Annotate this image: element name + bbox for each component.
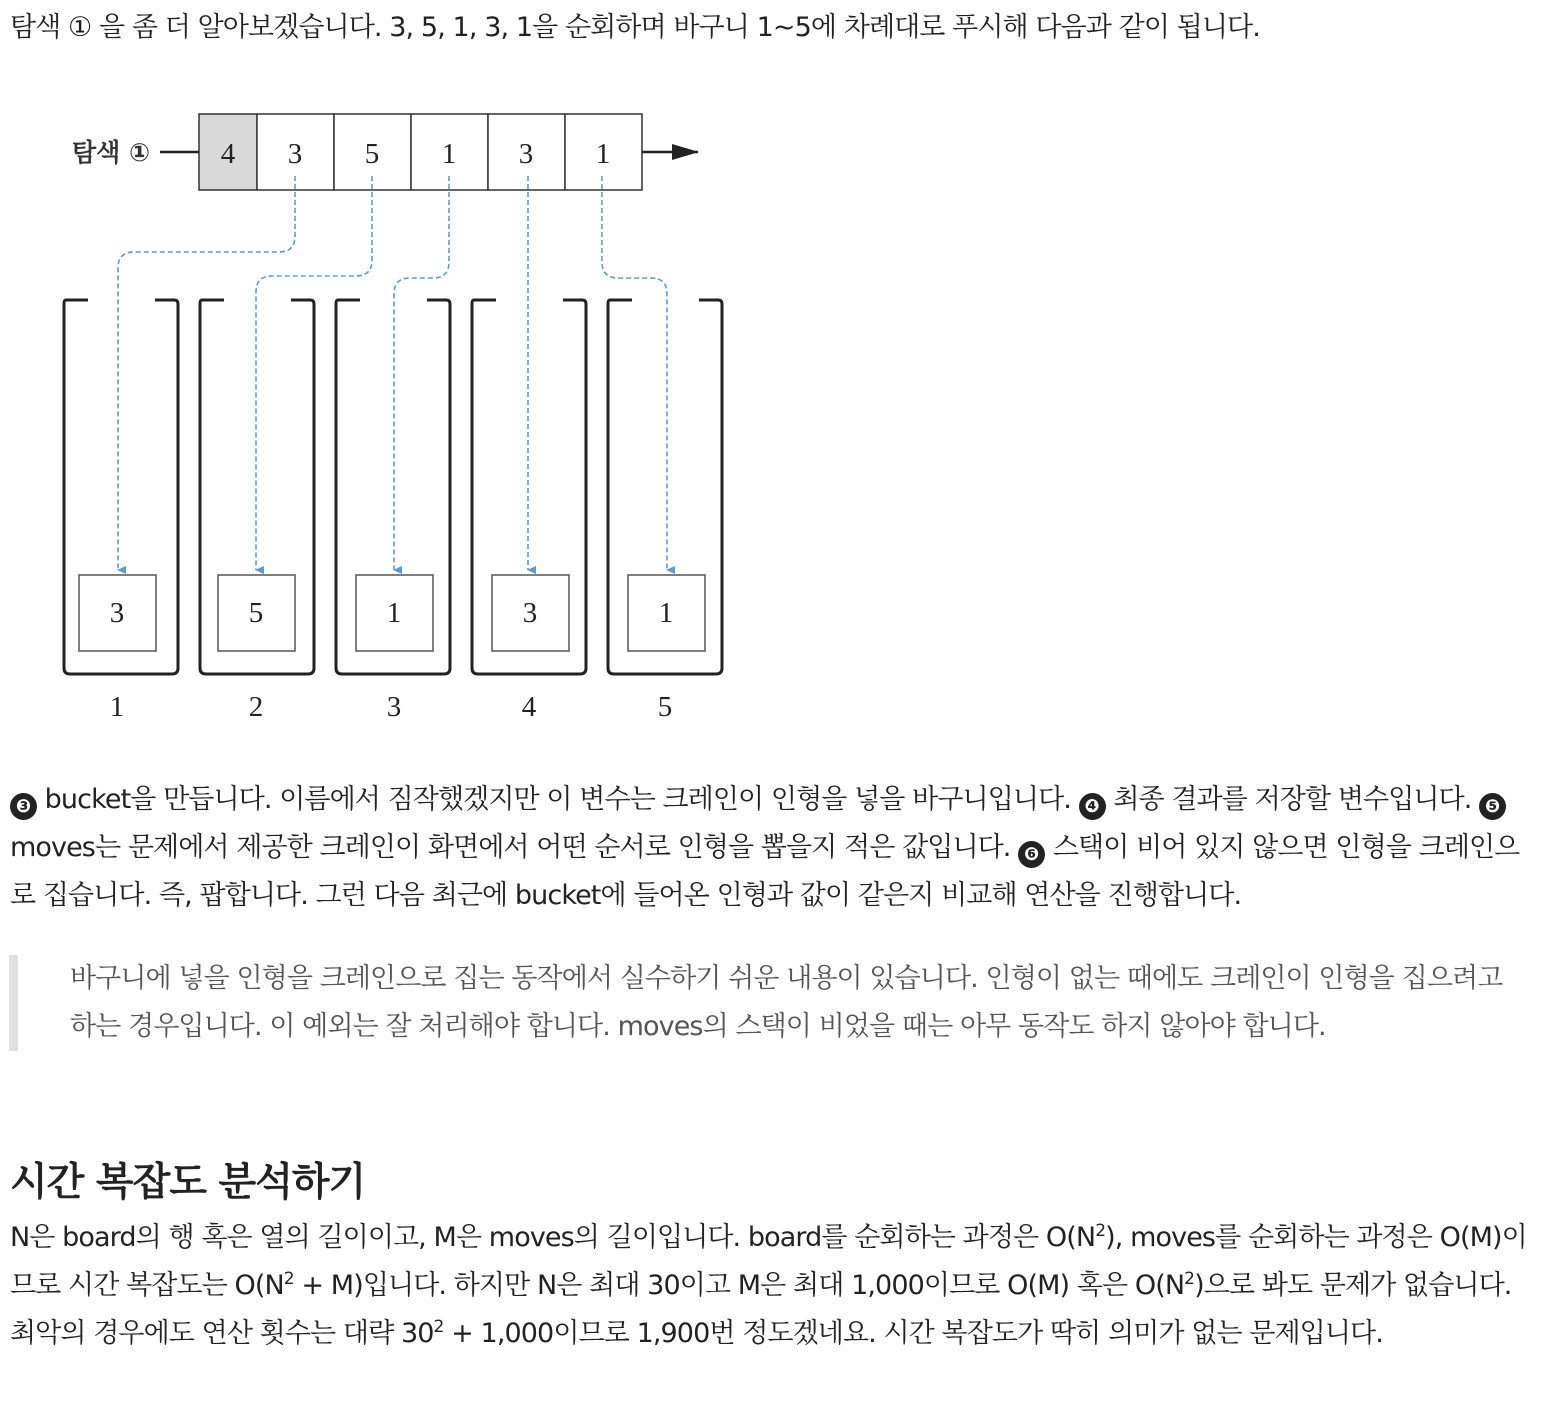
exponent: 2 [283,1269,294,1289]
bucket-item-value: 3 [109,597,125,629]
analysis-text: + 1,000이므로 1,900번 정도겠네요. 시간 복잡도가 딱히 의미가 없는 문제입니다. [443,1318,1383,1349]
exponent: 2 [433,1317,444,1337]
search-label: 탐색 ① [72,138,151,167]
push-arrow [394,176,449,570]
sequence-value: 3 [518,138,534,170]
bucket-items [79,575,705,651]
sequence-value: 5 [364,138,380,170]
analysis-text: N은 board의 행 혹은 열의 길이이고, M은 moves의 길이입니다. board를 순회하는 과정은 O(N [10,1222,1096,1253]
push-arrow [118,176,295,570]
sequence-row [199,114,642,190]
analysis-text: ), moves를 순회하는 과정은 O(M)이므로 시간 복잡도는 O(N [10,1222,1527,1301]
analysis-text: )으로 봐도 문제가 없습니다. 최악의 경우에도 연산 횟수는 대략 30 [10,1270,1512,1349]
exponent: 2 [1184,1269,1195,1289]
bucket-item-value: 1 [386,597,402,629]
step-marker-4: ❹ [1079,793,1106,820]
bucket-item-value: 1 [658,597,674,629]
bucket-label: 2 [248,691,264,723]
step-6-text: 스택이 비어 있지 않으면 인형을 크레인으로 집습니다. 즉, 팝합니다. 그런 다음 최근에 bucket에 들어온 인형과 값이 같은지 비교해 연산을 진행합니다. [10,832,1520,911]
step-marker-6: ❻ [1018,841,1045,868]
sequence-value: 1 [595,138,611,170]
step-4-text: 최종 결과를 저장할 변수입니다. [1105,784,1480,815]
bucket-label: 4 [521,691,537,723]
step-marker-5: ❺ [1479,793,1506,820]
step-marker-3: ❸ [10,793,37,820]
complexity-paragraph [10,1214,1540,1358]
step-3-text: bucket을 만듭니다. 이름에서 짐작했겠지만 이 변수는 크레인이 인형을 넣을 바구니입니다. [37,784,1079,815]
section-heading: 시간 복잡도 분석하기 [10,1160,366,1206]
bucket-label: 1 [109,691,125,723]
sequence-value: 1 [441,138,457,170]
sequence-value: 3 [287,138,303,170]
exponent: 2 [1095,1221,1106,1241]
analysis-text: + M)입니다. 하지만 N은 최대 30이고 M은 최대 1,000이므로 O(M) 혹은 O(N [293,1270,1185,1301]
intro-paragraph: 탐색 ① 을 좀 더 알아보겠습니다. 3, 5, 1, 3, 1을 순회하며 바구니 1~5에 차례대로 푸시해 다음과 같이 됩니다. [10,12,1260,43]
bucket-label: 5 [657,691,673,723]
description-paragraph [10,776,1540,920]
step-5-text: moves는 문제에서 제공한 크레인이 화면에서 어떤 순서로 인형을 뽑을지 적은 값입니다. [10,832,1019,863]
push-arrow [602,176,667,570]
bucket-item-value: 5 [248,597,264,629]
sequence-value: 4 [220,138,236,170]
note-blockquote [9,955,1533,1051]
bucket-labels [110,691,673,723]
note-text: 바구니에 넣을 인형을 크레인으로 집는 동작에서 실수하기 쉬운 내용이 있습니다. 인형이 없는 때에도 크레인이 인형을 집으려고 하는 경우입니다. 이 예외는 잘 처리해야 합니다. moves의 스택이 비었을 때는 아무 동작도 하지 않아야 합니다. [70,963,1503,1042]
bucket-label: 3 [386,691,402,723]
bucket-item-value: 3 [522,597,538,629]
bucket-push-diagram [0,90,760,730]
